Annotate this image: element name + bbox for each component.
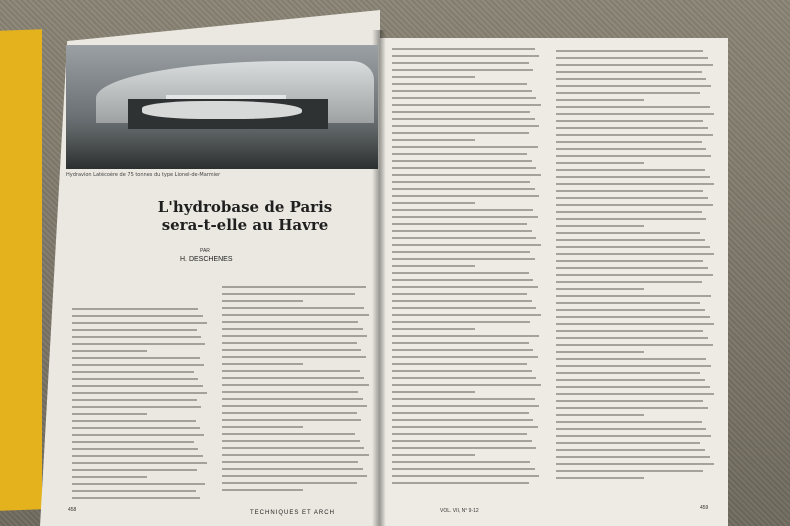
text-line	[556, 218, 706, 220]
text-line	[392, 426, 538, 428]
text-line	[392, 223, 527, 225]
seaplane-hangar-photo	[66, 45, 378, 169]
text-line	[72, 462, 207, 464]
text-line	[392, 314, 541, 316]
text-line	[222, 482, 357, 484]
text-line	[222, 335, 367, 337]
text-line	[72, 357, 200, 359]
text-line	[392, 216, 538, 218]
text-line	[72, 392, 207, 394]
left-page-number: 458	[68, 507, 77, 513]
text-line	[72, 329, 197, 331]
title-line-1: L'hydrobase de Paris	[157, 198, 333, 216]
text-line	[392, 104, 541, 106]
text-line	[392, 454, 475, 456]
text-line	[392, 461, 530, 463]
text-line	[222, 440, 360, 442]
text-line	[556, 183, 714, 185]
text-line	[222, 454, 369, 456]
text-line	[222, 321, 358, 323]
text-line	[222, 300, 303, 302]
text-line	[556, 225, 644, 227]
text-line	[222, 377, 364, 379]
text-line	[556, 358, 706, 360]
text-line	[556, 120, 703, 122]
text-line	[72, 413, 147, 415]
seaplane-wing	[166, 95, 286, 99]
text-line	[222, 447, 364, 449]
text-line	[222, 489, 303, 491]
text-line	[556, 50, 703, 52]
text-line	[72, 483, 205, 485]
text-line	[556, 470, 703, 472]
text-line	[72, 434, 204, 436]
text-line	[222, 342, 357, 344]
text-line	[392, 321, 530, 323]
text-line	[222, 293, 355, 295]
text-line	[392, 160, 532, 162]
text-line	[556, 295, 711, 297]
text-line	[392, 90, 532, 92]
text-line	[392, 48, 535, 50]
text-line	[392, 412, 529, 414]
title-line-2: sera-t-elle au Havre	[161, 216, 329, 234]
text-line	[556, 92, 700, 94]
text-line	[556, 155, 711, 157]
text-line	[72, 497, 200, 499]
text-line	[556, 309, 705, 311]
text-line	[72, 420, 196, 422]
text-line	[392, 419, 533, 421]
text-line	[556, 379, 705, 381]
text-line	[556, 407, 708, 409]
text-line	[392, 251, 530, 253]
right-text-column-2	[556, 50, 716, 484]
text-line	[392, 167, 536, 169]
text-line	[222, 363, 303, 365]
text-line	[556, 456, 710, 458]
text-line	[222, 412, 357, 414]
text-line	[556, 113, 714, 115]
text-line	[392, 111, 530, 113]
volume-label: VOL. VII, N° 9-12	[440, 508, 479, 514]
text-line	[392, 181, 530, 183]
text-line	[392, 139, 475, 141]
text-line	[72, 322, 207, 324]
text-line	[72, 364, 204, 366]
text-line	[392, 62, 529, 64]
text-line	[392, 300, 532, 302]
text-line	[556, 64, 713, 66]
yellow-book-edge	[0, 29, 42, 510]
text-line	[556, 253, 714, 255]
text-line	[392, 356, 538, 358]
text-line	[556, 344, 713, 346]
text-line	[392, 398, 535, 400]
text-line	[222, 426, 303, 428]
text-line	[392, 433, 527, 435]
text-line	[556, 162, 644, 164]
text-line	[392, 475, 539, 477]
photo-caption: Hydravion Latécoère de 75 tonnes du type Lionel-de-Marmier	[66, 172, 221, 178]
article-title	[130, 198, 360, 234]
text-line	[222, 398, 363, 400]
text-line	[72, 469, 197, 471]
text-line	[556, 435, 711, 437]
text-line	[72, 343, 205, 345]
right-text-column-1	[392, 48, 542, 489]
text-line	[392, 440, 532, 442]
text-line	[72, 427, 200, 429]
text-line	[556, 176, 710, 178]
text-line	[222, 419, 361, 421]
text-line	[392, 279, 533, 281]
text-line	[556, 281, 702, 283]
text-line	[72, 385, 203, 387]
text-line	[392, 132, 529, 134]
text-line	[556, 442, 700, 444]
text-line	[556, 386, 710, 388]
text-line	[392, 125, 539, 127]
text-line	[392, 482, 529, 484]
text-line	[556, 127, 708, 129]
text-line	[392, 272, 529, 274]
text-line	[392, 76, 475, 78]
text-line	[222, 475, 367, 477]
text-line	[392, 328, 475, 330]
text-line	[72, 378, 198, 380]
text-line	[222, 356, 366, 358]
text-line	[222, 384, 369, 386]
text-line	[392, 118, 535, 120]
text-line	[392, 195, 539, 197]
text-line	[222, 307, 364, 309]
text-line	[392, 230, 532, 232]
text-line	[556, 57, 708, 59]
text-line	[72, 406, 201, 408]
text-line	[392, 237, 536, 239]
text-line	[72, 441, 194, 443]
text-line	[556, 288, 644, 290]
left-text-column-2	[222, 286, 370, 496]
text-line	[392, 468, 535, 470]
text-line	[392, 202, 475, 204]
text-line	[72, 448, 198, 450]
text-line	[556, 365, 711, 367]
running-title: TECHNIQUES ET ARCH	[250, 510, 335, 516]
text-line	[392, 447, 536, 449]
text-line	[72, 371, 194, 373]
text-line	[556, 337, 708, 339]
text-line	[72, 315, 203, 317]
text-line	[72, 308, 198, 310]
text-line	[392, 69, 533, 71]
text-line	[556, 190, 703, 192]
text-line	[392, 286, 538, 288]
text-line	[392, 405, 539, 407]
text-line	[392, 342, 529, 344]
text-line	[556, 302, 700, 304]
text-line	[72, 455, 203, 457]
text-line	[222, 461, 358, 463]
text-line	[392, 83, 527, 85]
text-line	[556, 141, 702, 143]
water-surface	[66, 129, 378, 169]
text-line	[392, 293, 527, 295]
text-line	[392, 244, 541, 246]
text-line	[392, 209, 533, 211]
text-line	[556, 463, 714, 465]
text-line	[392, 335, 539, 337]
right-page-number: 459	[700, 505, 709, 511]
text-line	[556, 393, 714, 395]
text-line	[222, 433, 355, 435]
text-line	[72, 336, 201, 338]
text-line	[392, 188, 535, 190]
text-line	[392, 153, 527, 155]
text-line	[556, 421, 702, 423]
text-line	[556, 400, 703, 402]
text-line	[392, 265, 475, 267]
text-line	[392, 55, 539, 57]
text-line	[222, 405, 367, 407]
text-line	[556, 204, 713, 206]
text-line	[556, 428, 706, 430]
text-line	[72, 476, 147, 478]
text-line	[556, 267, 708, 269]
text-line	[556, 246, 710, 248]
text-line	[222, 328, 363, 330]
text-line	[556, 449, 705, 451]
text-line	[556, 85, 711, 87]
text-line	[222, 349, 361, 351]
text-line	[556, 260, 703, 262]
seaplane	[142, 101, 302, 119]
text-line	[392, 349, 533, 351]
text-line	[556, 323, 714, 325]
text-line	[556, 372, 700, 374]
byline-prefix: PAR	[200, 248, 210, 254]
text-line	[222, 286, 366, 288]
text-line	[392, 384, 541, 386]
text-line	[556, 239, 705, 241]
text-line	[556, 330, 703, 332]
text-line	[556, 414, 644, 416]
text-line	[556, 106, 710, 108]
text-line	[556, 211, 702, 213]
text-line	[222, 391, 358, 393]
text-line	[392, 146, 538, 148]
text-line	[72, 350, 147, 352]
text-line	[556, 197, 708, 199]
text-line	[556, 134, 713, 136]
text-line	[556, 148, 706, 150]
text-line	[222, 468, 363, 470]
text-line	[392, 174, 541, 176]
text-line	[392, 370, 532, 372]
author-name: H. DESCHENES	[180, 256, 233, 263]
text-line	[222, 314, 369, 316]
text-line	[392, 97, 536, 99]
text-line	[392, 258, 535, 260]
text-line	[392, 377, 536, 379]
text-line	[222, 370, 360, 372]
text-line	[392, 307, 536, 309]
text-line	[392, 363, 527, 365]
text-line	[556, 351, 644, 353]
text-line	[556, 316, 710, 318]
text-line	[72, 399, 197, 401]
left-text-column-1	[72, 308, 208, 504]
text-line	[556, 274, 713, 276]
text-line	[72, 490, 196, 492]
text-line	[392, 391, 475, 393]
text-line	[556, 71, 702, 73]
text-line	[556, 99, 644, 101]
text-line	[556, 232, 700, 234]
text-line	[556, 78, 706, 80]
text-line	[556, 477, 644, 479]
text-line	[556, 169, 705, 171]
